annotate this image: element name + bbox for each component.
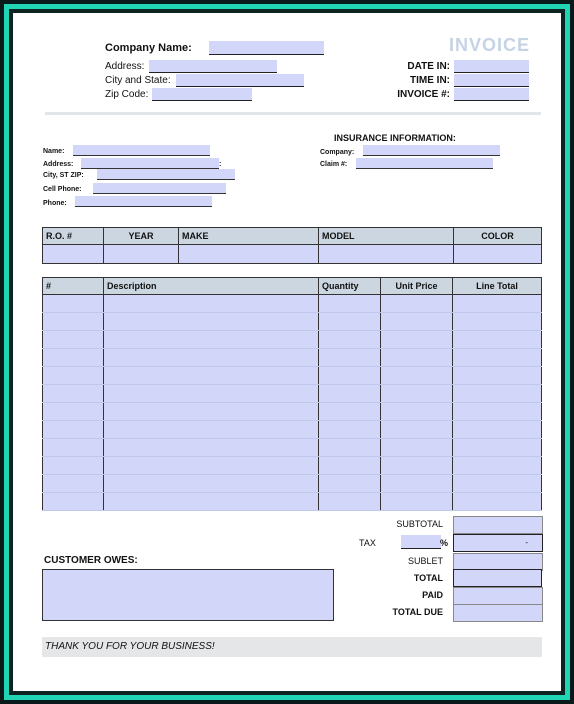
date-in-label: DATE IN: <box>407 61 450 72</box>
customer-address-tail: : <box>219 161 222 168</box>
customer-cell-label: Cell Phone: <box>43 186 82 193</box>
customer-owes-field[interactable] <box>42 569 334 621</box>
city-state-field[interactable] <box>176 74 304 87</box>
customer-name-field[interactable] <box>73 145 210 156</box>
tax-amount-value: - <box>525 538 528 547</box>
model-cell[interactable] <box>319 245 454 264</box>
total-field[interactable] <box>453 569 542 587</box>
tax-amount-field[interactable] <box>453 534 543 552</box>
number-cell[interactable] <box>43 421 104 439</box>
number-cell[interactable] <box>43 349 104 367</box>
company-name-field[interactable] <box>209 41 324 55</box>
line-total-cell[interactable] <box>453 295 542 313</box>
total-due-field[interactable] <box>453 604 543 622</box>
number-cell[interactable] <box>43 403 104 421</box>
number-cell[interactable] <box>43 367 104 385</box>
description-cell[interactable] <box>104 295 319 313</box>
quantity-cell[interactable] <box>319 331 381 349</box>
line-total-cell[interactable] <box>453 349 542 367</box>
unit-price-cell[interactable] <box>381 349 453 367</box>
tax-rate-field[interactable] <box>401 535 441 549</box>
vehicle-table <box>42 227 542 264</box>
number-cell[interactable] <box>43 385 104 403</box>
description-cell[interactable] <box>104 385 319 403</box>
table-row <box>43 403 542 421</box>
line-total-cell[interactable] <box>453 313 542 331</box>
unit-price-cell[interactable] <box>381 457 453 475</box>
items-body <box>43 295 542 511</box>
header-divider <box>45 112 541 115</box>
table-row <box>43 331 542 349</box>
number-cell[interactable] <box>43 475 104 493</box>
customer-phone-label: Phone: <box>43 200 67 207</box>
city-state-label: City and State: <box>105 75 171 86</box>
line-total-cell[interactable] <box>453 421 542 439</box>
number-cell[interactable] <box>43 493 104 511</box>
customer-city-label: City, ST ZIP: <box>43 172 84 179</box>
line-total-cell[interactable] <box>453 475 542 493</box>
table-row <box>43 439 542 457</box>
description-cell[interactable] <box>104 349 319 367</box>
customer-name-label: Name: <box>43 148 65 155</box>
invoice-page <box>13 13 561 691</box>
col-quantity: Quantity <box>319 278 381 295</box>
quantity-cell[interactable] <box>319 403 381 421</box>
items-header <box>43 278 542 295</box>
description-cell[interactable] <box>104 367 319 385</box>
unit-price-cell[interactable] <box>381 313 453 331</box>
unit-price-cell[interactable] <box>381 439 453 457</box>
customer-owes-label: CUSTOMER OWES: <box>44 555 138 566</box>
make-cell[interactable] <box>179 245 319 264</box>
date-in-field[interactable] <box>454 60 529 73</box>
address-field[interactable] <box>149 60 277 73</box>
unit-price-cell[interactable] <box>381 331 453 349</box>
number-cell[interactable] <box>43 295 104 313</box>
unit-price-cell[interactable] <box>381 475 453 493</box>
col-number: # <box>43 278 104 295</box>
company-name-label: Company Name: <box>105 42 192 54</box>
description-cell[interactable] <box>104 439 319 457</box>
time-in-field[interactable] <box>454 74 529 87</box>
total-due-label: TOTAL DUE <box>392 607 443 617</box>
claim-field[interactable] <box>356 158 493 169</box>
table-row <box>43 457 542 475</box>
col-line-total: Line Total <box>453 278 542 295</box>
table-row <box>43 349 542 367</box>
unit-price-cell[interactable] <box>381 367 453 385</box>
col-make: MAKE <box>179 228 319 245</box>
line-total-cell[interactable] <box>453 457 542 475</box>
subtotal-label: SUBTOTAL <box>396 519 443 529</box>
customer-city-field[interactable] <box>97 169 235 180</box>
vehicle-table-header <box>43 228 542 245</box>
quantity-cell[interactable] <box>319 457 381 475</box>
number-cell[interactable] <box>43 313 104 331</box>
total-label: TOTAL <box>413 573 443 583</box>
description-cell[interactable] <box>104 403 319 421</box>
description-cell[interactable] <box>104 313 319 331</box>
ro-cell[interactable] <box>43 245 104 264</box>
tax-label: TAX <box>359 538 376 548</box>
table-row <box>43 385 542 403</box>
table-row <box>43 475 542 493</box>
unit-price-cell[interactable] <box>381 421 453 439</box>
paid-label: PAID <box>422 590 443 600</box>
description-cell[interactable] <box>104 331 319 349</box>
footer-thank-you: THANK YOU FOR YOUR BUSINESS! <box>45 641 215 652</box>
quantity-cell[interactable] <box>319 475 381 493</box>
customer-address-label: Address: <box>43 161 74 168</box>
col-year: YEAR <box>104 228 179 245</box>
unit-price-cell[interactable] <box>381 295 453 313</box>
invoice-number-field[interactable] <box>454 88 529 101</box>
number-cell[interactable] <box>43 457 104 475</box>
color-cell[interactable] <box>454 245 542 264</box>
quantity-cell[interactable] <box>319 367 381 385</box>
table-row <box>43 295 542 313</box>
line-total-cell[interactable] <box>453 403 542 421</box>
paid-field[interactable] <box>453 587 543 605</box>
number-cell[interactable] <box>43 331 104 349</box>
unit-price-cell[interactable] <box>381 493 453 511</box>
col-model: MODEL <box>319 228 454 245</box>
line-total-cell[interactable] <box>453 367 542 385</box>
description-cell[interactable] <box>104 475 319 493</box>
line-total-cell[interactable] <box>453 439 542 457</box>
col-ro: R.O. # <box>43 228 104 245</box>
description-cell[interactable] <box>104 457 319 475</box>
customer-phone-field[interactable] <box>75 196 212 207</box>
table-row <box>43 493 542 511</box>
description-cell[interactable] <box>104 421 319 439</box>
subtotal-field[interactable] <box>453 516 543 534</box>
customer-cell-field[interactable] <box>93 183 226 194</box>
quantity-cell[interactable] <box>319 385 381 403</box>
invoice-title: INVOICE <box>449 35 531 55</box>
table-row <box>43 367 542 385</box>
address-label: Address: <box>105 61 145 72</box>
line-items-table <box>42 277 542 511</box>
line-total-cell[interactable] <box>453 385 542 403</box>
zip-label: Zip Code: <box>105 89 149 100</box>
quantity-cell[interactable] <box>319 349 381 367</box>
quantity-cell[interactable] <box>319 421 381 439</box>
vehicle-row <box>43 245 542 264</box>
col-color: COLOR <box>454 228 542 245</box>
quantity-cell[interactable] <box>319 295 381 313</box>
table-row <box>43 313 542 331</box>
invoice-number-label: INVOICE #: <box>397 89 450 100</box>
col-unit-price: Unit Price <box>381 278 453 295</box>
zip-field[interactable] <box>152 88 252 101</box>
number-cell[interactable] <box>43 439 104 457</box>
line-total-cell[interactable] <box>453 331 542 349</box>
customer-address-field[interactable] <box>81 158 222 169</box>
tax-percent-symbol: % <box>440 538 449 548</box>
insurance-company-label: Company: <box>320 149 355 156</box>
claim-label: Claim #: <box>320 161 348 168</box>
year-cell[interactable] <box>104 245 179 264</box>
sublet-label: SUBLET <box>407 556 443 566</box>
quantity-cell[interactable] <box>319 493 381 511</box>
insurance-heading: INSURANCE INFORMATION: <box>334 133 456 143</box>
insurance-company-field[interactable] <box>363 145 500 156</box>
col-description: Description <box>104 278 319 295</box>
time-in-label: TIME IN: <box>410 75 450 86</box>
table-row <box>43 421 542 439</box>
quantity-cell[interactable] <box>319 439 381 457</box>
description-cell[interactable] <box>104 493 319 511</box>
unit-price-cell[interactable] <box>381 403 453 421</box>
unit-price-cell[interactable] <box>381 385 453 403</box>
quantity-cell[interactable] <box>319 313 381 331</box>
line-total-cell[interactable] <box>453 493 542 511</box>
